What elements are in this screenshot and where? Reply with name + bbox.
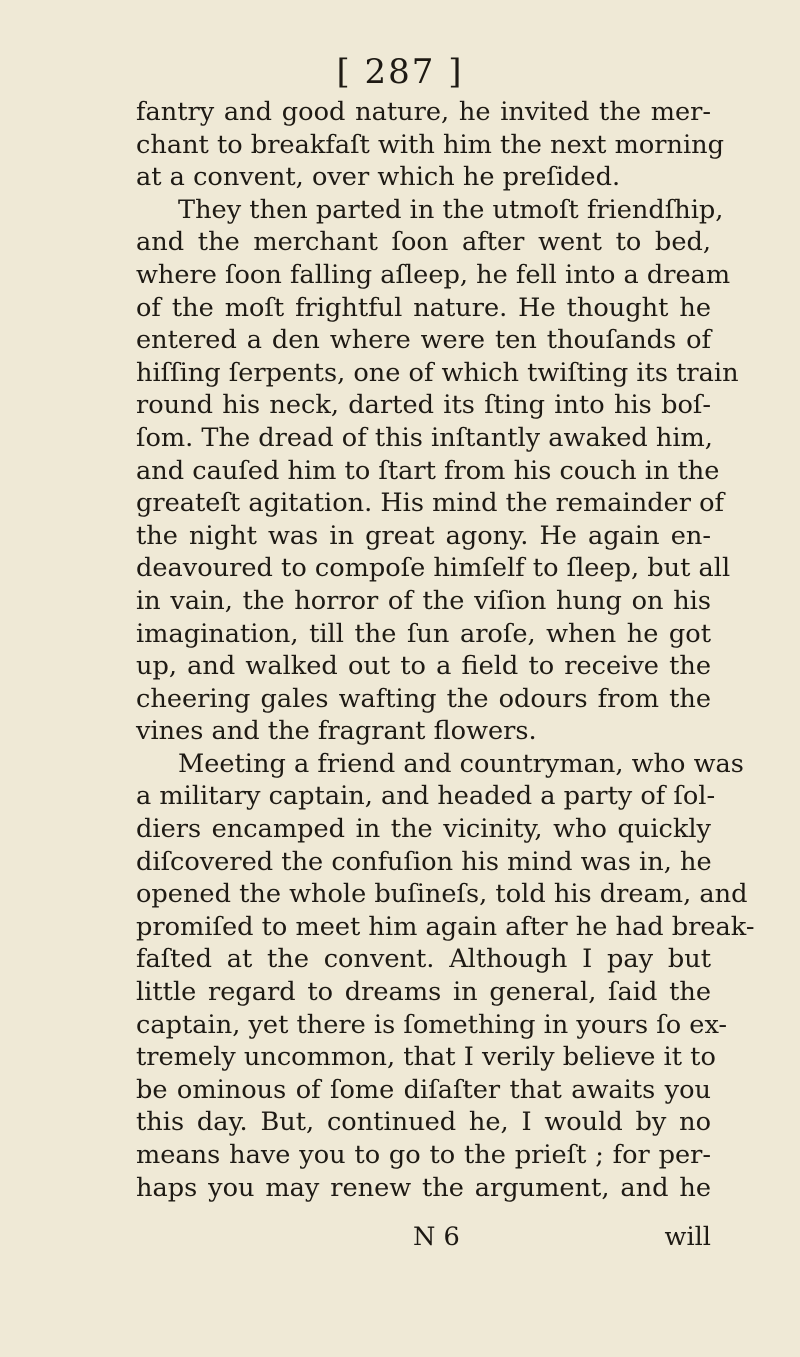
text-line: haps you may renew the argument, and he: [136, 1172, 711, 1203]
text-line: be ominous of ſome diſaſter that awaits you: [136, 1074, 711, 1105]
text-line: diers encamped in the vicinity, who quickly: [136, 814, 711, 845]
text-line: faſted at the convent. Although I pay but: [136, 944, 711, 975]
text-line: round his neck, darted its ſting into his boſ-: [136, 390, 711, 421]
text-line: promiſed to meet him again after he had break-: [136, 911, 755, 942]
text-line: entered a den where were ten thouſands of: [136, 325, 711, 356]
text-line: a military captain, and headed a party of ſol-: [136, 781, 716, 812]
text-line: of the moſt frightful nature. He thought he: [136, 292, 711, 323]
text-line: hiſſing ſerpents, one of which twiſting its train: [136, 357, 739, 388]
text-line: fantry and good nature, he invited the mer-: [136, 97, 711, 127]
text-line: vines and the fragrant flowers.: [136, 716, 537, 747]
text-line: in vain, the horror of the viſion hung on his: [136, 585, 711, 616]
text-line: opened the whole buſineſs, told his dream, and: [136, 879, 748, 910]
text-line: and the merchant ſoon after went to bed,: [136, 227, 711, 258]
text-line: They then parted in the utmoſt friendſhip,: [178, 194, 724, 225]
text-line: at a convent, over which he preſided.: [136, 162, 621, 193]
text-line: imagination, till the ſun aroſe, when he got: [136, 618, 711, 649]
text-line: little regard to dreams in general, ſaid the: [136, 977, 711, 1008]
text-line: cheering gales wafting the odours from the: [136, 683, 711, 714]
text-line: where ſoon falling aſleep, he fell into a dream: [136, 259, 731, 290]
body-text: [136, 96, 755, 1204]
text-line: captain, yet there is ſomething in yours ſo ex-: [136, 1009, 728, 1040]
text-line: means have you to go to the prieſt ; for per-: [136, 1140, 711, 1170]
text-line: and cauſed him to ſtart from his couch in the: [136, 455, 720, 486]
text-line: up, and walked out to a field to receive the: [136, 651, 711, 682]
page-footer: [136, 1220, 711, 1254]
page-number-header: [ 287 ]: [336, 52, 464, 92]
text-line: the night was in great agony. He again en-: [136, 520, 711, 551]
text-line: deavoured to compoſe himſelf to ſleep, but all: [136, 553, 731, 584]
text-line: this day. But, continued he, I would by no: [136, 1107, 711, 1138]
catchword: will: [664, 1222, 711, 1252]
text-line: diſcovered the confuſion his mind was in, he: [136, 846, 712, 877]
text-line: Meeting a friend and countryman, who was: [178, 748, 744, 779]
text-line: chant to breakfaſt with him the next morning: [136, 129, 725, 160]
signature-mark: N 6: [413, 1222, 460, 1252]
text-line: greateſt agitation. His mind the remainder of: [136, 488, 724, 519]
text-line: tremely uncommon, that I verily believe it to: [136, 1042, 716, 1073]
text-line: ſom. The dread of this inſtantly awaked him,: [136, 422, 713, 453]
